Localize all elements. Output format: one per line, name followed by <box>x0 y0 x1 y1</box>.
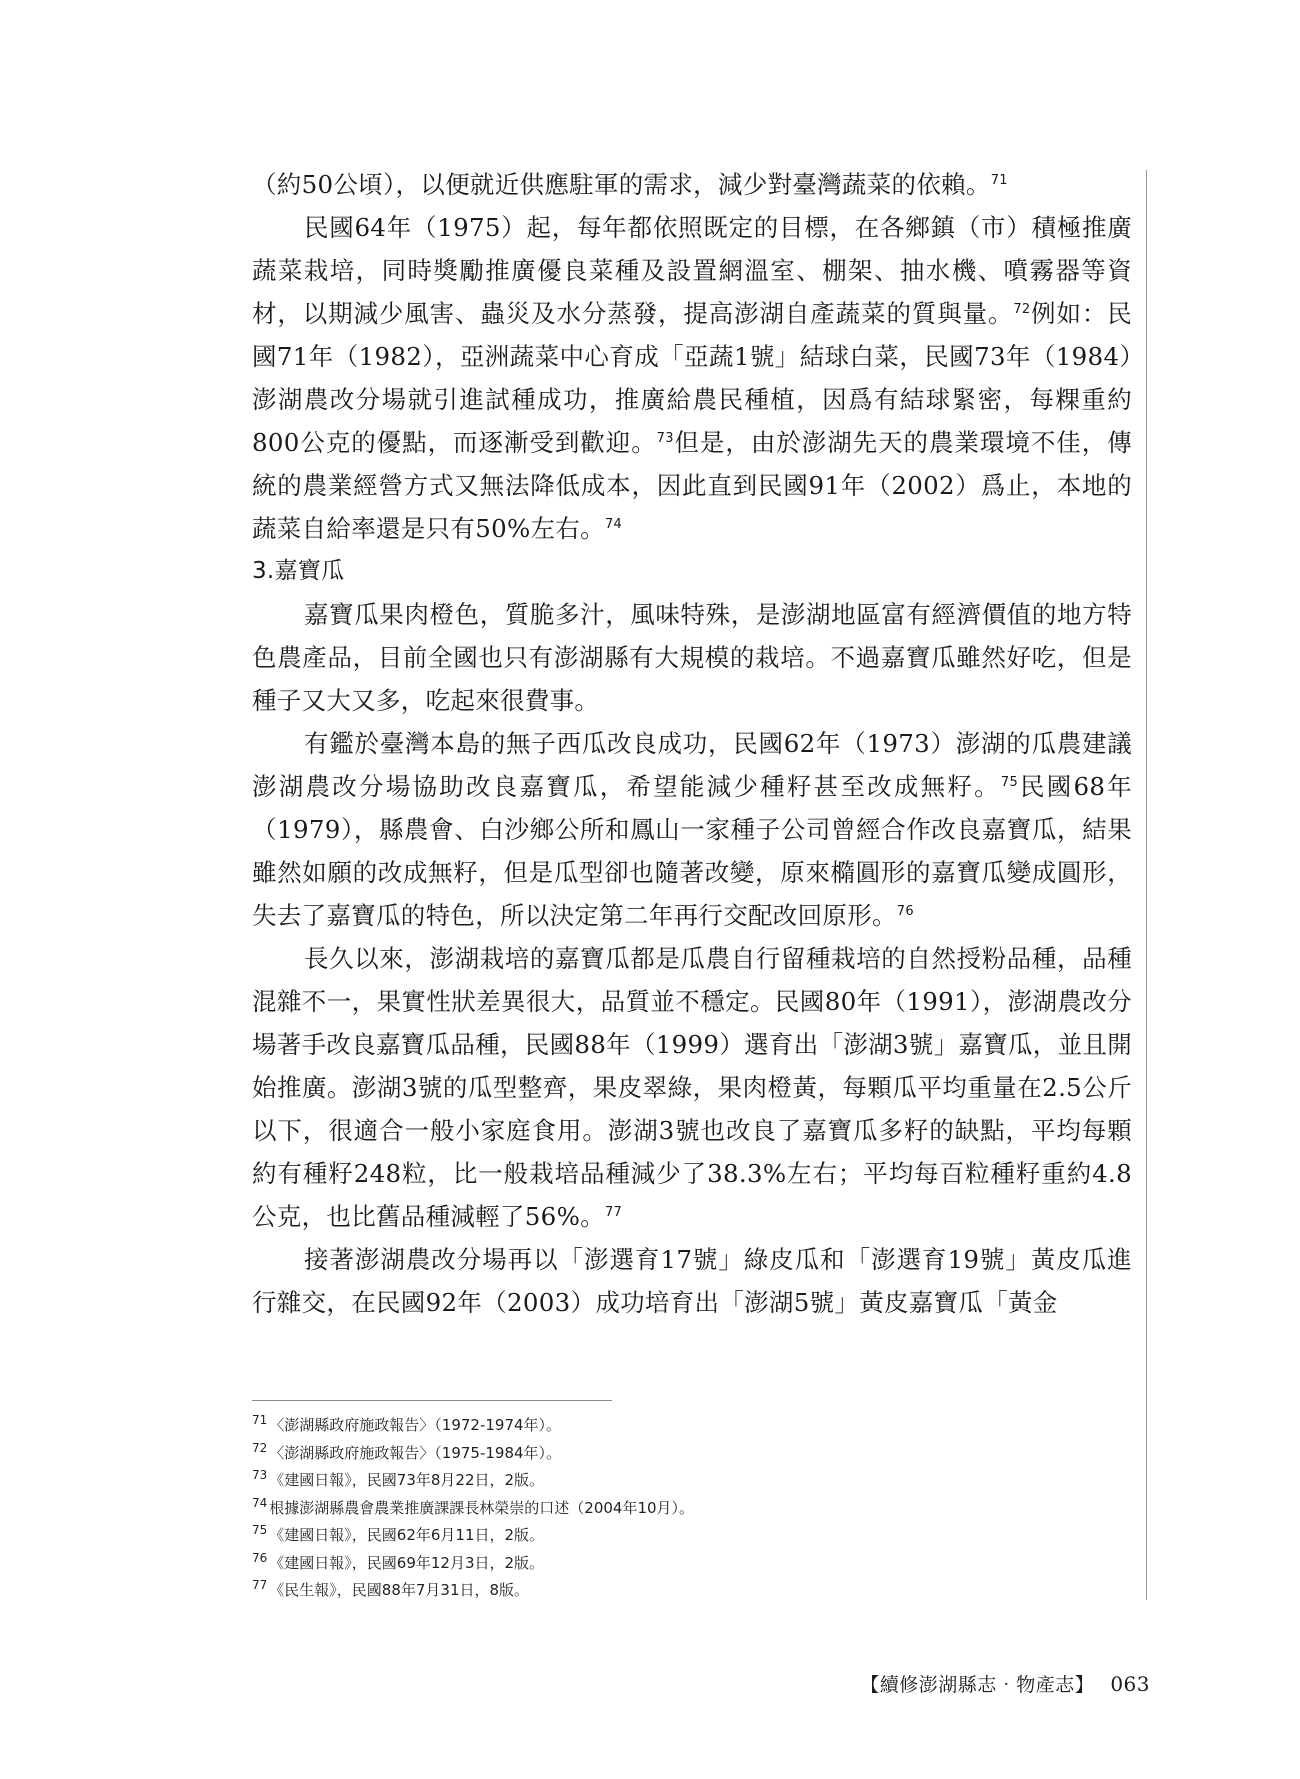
paragraph-2: 民國64年（1975）起，每年都依照既定的目標，在各鄉鎮（市）積極推廣蔬菜栽培，同時獎勵推廣優良菜種及設置網溫室、棚架、抽水機、噴霧器等資材，以期減少風害、蟲災及水分蒸發，提高澎湖自產蔬菜的質與量。$^{72}$例如：民國71年（1982），亞洲蔬菜中心育成「亞蔬1號」結球白菜，民國73年（1984）澎湖農改分場就引進試種成功，推廣給農民種植，因爲有結球緊密，每粿重約800公克的優點，而逐漸受到歡迎。$^{73}$但是，由於澎湖先天的農業環境不佳，傳統的農業經營方式又無法降低成本，因此直到民國91年（2002）爲止，本地的蔬菜自給率還是只有50%左右。$^{74}$ <box>252 213 1132 543</box>
section-heading: 3.嘉寶瓜 <box>252 558 345 584</box>
footnote-71: $^{71}$ 〈澎湖縣政府施政報告〉（1972-1974年）。 <box>252 1413 562 1434</box>
footnote-ref-76[interactable]: 76 <box>896 903 914 919</box>
paragraph-1: （約50公頃），以便就近供應駐軍的需求，減少對臺灣蔬菜的依賴。$^{71}$ <box>252 170 1008 199</box>
footnote-ref-74[interactable]: 74 <box>604 516 623 532</box>
footnote-74: $^{74}$ 根據澎湖縣農會農業推廣課課長林榮崇的口述（2004年10月）。 <box>252 1495 695 1517</box>
footnote-ref-75[interactable]: 75 <box>1000 774 1019 790</box>
footnote-75: $^{75}$ 《建國日報》，民國62年6月11日，2版。 <box>252 1523 545 1544</box>
footnote-separator <box>252 1400 612 1401</box>
footnote-77: $^{77}$ 《民生報》，民國88年7月31日，8版。 <box>252 1578 530 1599</box>
footnote-ref-72[interactable]: 72 <box>1013 301 1031 317</box>
margin-rule <box>1146 170 1147 1600</box>
footnote-76: $^{76}$ 《建國日報》，民國69年12月3日，2版。 <box>252 1550 545 1572</box>
body-text <box>252 163 1132 1324</box>
paragraph-4: 有鑑於臺灣本島的無子西瓜改良成功，民國62年（1973）澎湖的瓜農建議澎湖農改分場協助改良嘉寶瓜，希望能減少種籽甚至改成無籽。$^{75}$民國68年（1979），縣農會、白沙鄉公所和鳳山一家種子公司曾經合作改良嘉寶瓜，結果雖然如願的改成無籽，但是瓜型卻也隨著改變，原來橢圓形的嘉寶瓜變成圓形，失去了嘉寶瓜的特色，所以決定第二年再行交配改回原形。$^{76}$ <box>252 729 1132 930</box>
paragraph-3: 嘉寶瓜果肉橙色，質脆多汁，風味特殊，是澎湖地區富有經濟價值的地方特色農產品，目前全國也只有澎湖縣有大規模的栽培。不過嘉寶瓜雖然好吃，但是種子又大又多，吃起來很費事。 <box>252 600 1132 715</box>
footnote-ref-73[interactable]: 73 <box>656 430 674 446</box>
footnote-ref-77[interactable]: 77 <box>604 1204 623 1220</box>
page-number: 063 <box>1110 1672 1150 1696</box>
footnotes <box>252 1412 1132 1605</box>
running-footer <box>860 1670 1150 1697</box>
paragraph-5: 長久以來，澎湖栽培的嘉寶瓜都是瓜農自行留種栽培的自然授粉品種，品種混雜不一，果實性狀差異很大，品質並不穩定。民國80年（1991），澎湖農改分場著手改良嘉寶瓜品種，民國88年（1999）選育出「澎湖3號」嘉寶瓜，並且開始推廣。澎湖3號的瓜型整齊，果皮翠綠，果肉橙黃，每顆瓜平均重量在2.5公斤以下，很適合一般小家庭食用。澎湖3號也改良了嘉寶瓜多籽的缺點，平均每顆約有種籽248粒，比一般栽培品種減少了38.3%左右；平均每百粒種籽重約4.8公克，也比舊品種減輕了56%。$^{77}$ <box>252 944 1133 1231</box>
footnote-ref-71[interactable]: 71 <box>990 172 1008 188</box>
footnote-73: $^{73}$ 《建國日報》，民國73年8月22日，2版。 <box>252 1468 545 1489</box>
paragraph-6: 接著澎湖農改分場再以「澎選育17號」綠皮瓜和「澎選育19號」黃皮瓜進行雜交，在民國92年（2003）成功培育出「澎湖5號」黃皮嘉寶瓜「黃金 <box>252 1245 1132 1317</box>
book-title: 【續修澎湖縣志‧物產志】 <box>860 1674 1095 1696</box>
footnote-72: $^{72}$ 〈澎湖縣政府施政報告〉（1975-1984年）。 <box>252 1440 562 1462</box>
